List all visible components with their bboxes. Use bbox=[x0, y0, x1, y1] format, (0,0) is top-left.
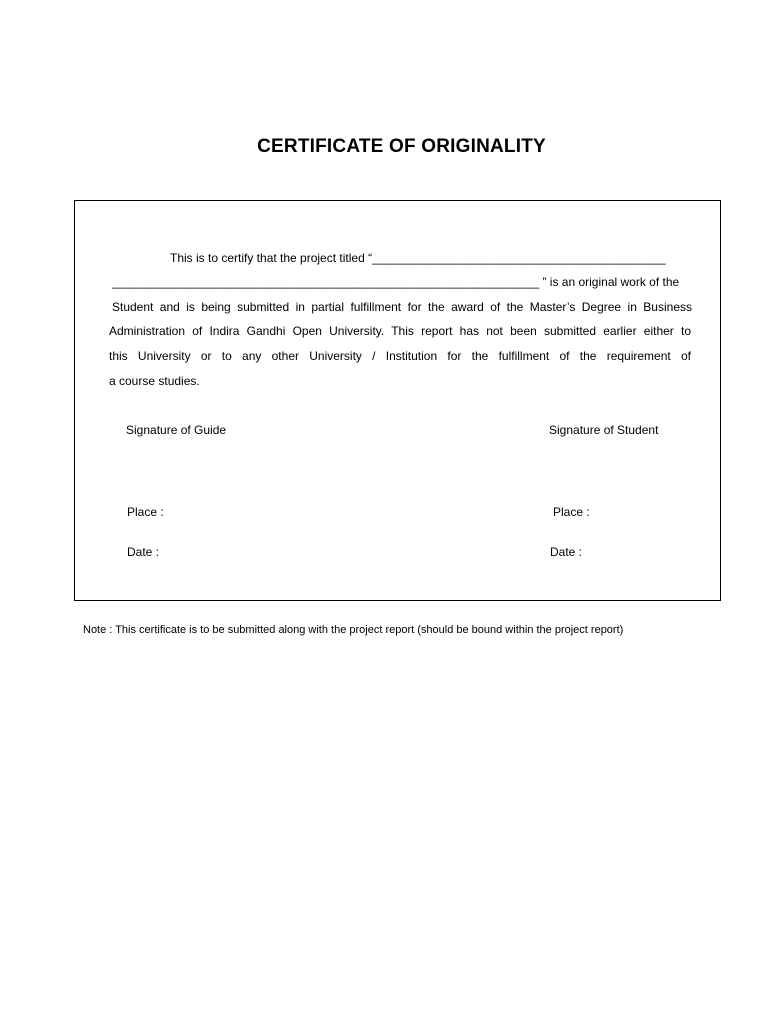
certificate-text-line-1: This is to certify that the project titled “____________________________________________ bbox=[170, 251, 666, 265]
certificate-box bbox=[74, 200, 721, 601]
submission-note: Note : This certificate is to be submitted along with the project report (should be bound within the project report) bbox=[83, 624, 624, 636]
signature-student-label: Signature of Student bbox=[549, 423, 659, 437]
place-student-label: Place : bbox=[553, 505, 590, 519]
certificate-text-line-3: Student and is being submitted in partial fulfillment for the award of the Master’s Degree in Business bbox=[112, 300, 692, 314]
certificate-text-line-5: this University or to any other University / Institution for the fulfillment of the requirement of bbox=[109, 349, 691, 363]
certificate-text-line-2: ________________________________________________________________ ” is an original work of the bbox=[112, 275, 680, 289]
certificate-text-line-4: Administration of Indira Gandhi Open University. This report has not been submitted earlier either to bbox=[109, 324, 691, 338]
place-guide-label: Place : bbox=[127, 505, 164, 519]
date-student-label: Date : bbox=[550, 545, 583, 559]
date-guide-label: Date : bbox=[127, 545, 160, 559]
signature-guide-label: Signature of Guide bbox=[126, 423, 227, 437]
certificate-text-line-6: a course studies. bbox=[109, 374, 200, 388]
page-title: CERTIFICATE OF ORIGINALITY bbox=[257, 136, 546, 157]
